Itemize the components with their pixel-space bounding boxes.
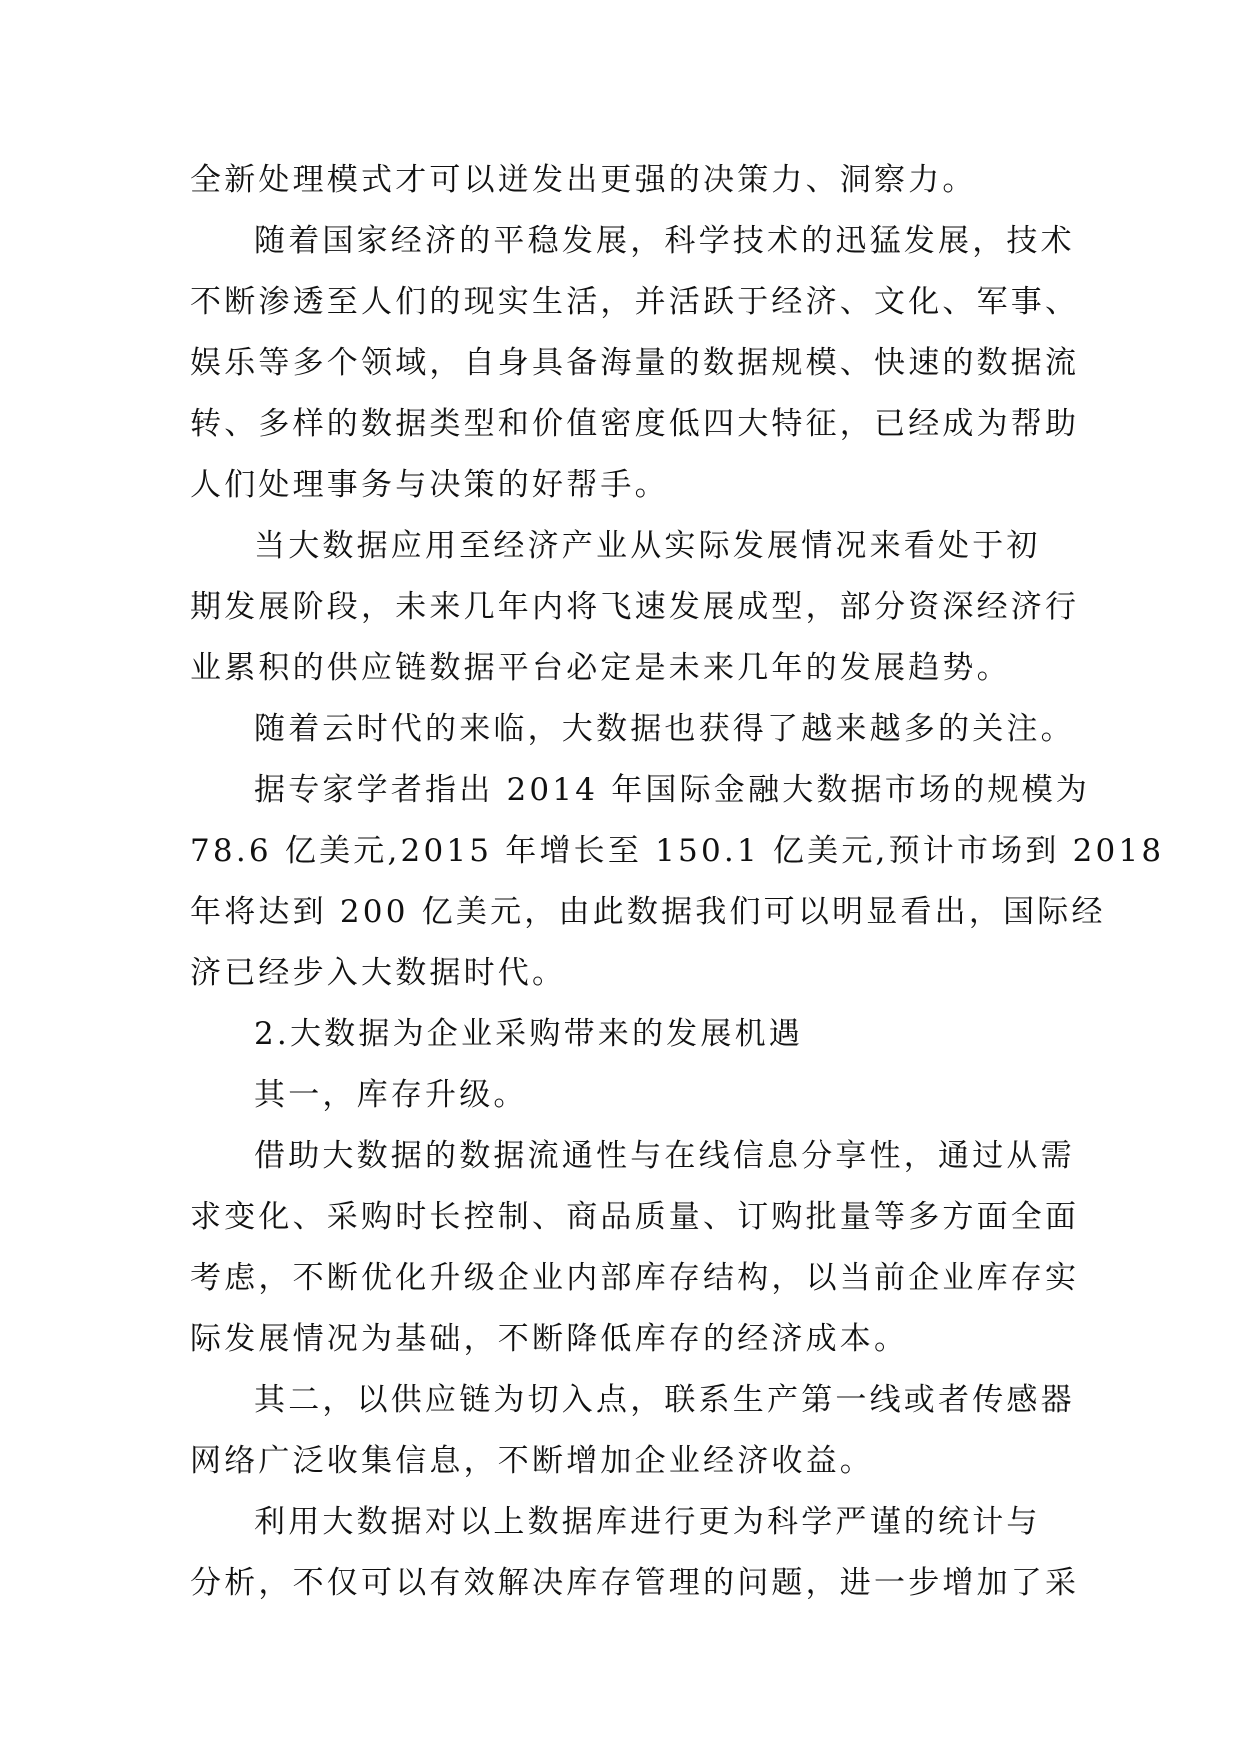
document-page [190,150,1165,1614]
text-line: 当大数据应用至经济产业从实际发展情况来看处于初 [254,528,1041,564]
text-line: 利用大数据对以上数据库进行更为科学严谨的统计与 [254,1504,1041,1540]
text-line: 据专家学者指出 2014 年国际金融大数据市场的规模为 [254,772,1090,808]
text-line: 人们处理事务与决策的好帮手。 [190,467,669,503]
text-line: 考虑，不断优化升级企业内部库存结构，以当前企业库存实 [190,1260,1080,1296]
text-line: 借助大数据的数据流通性与在线信息分享性，通过从需 [254,1138,1075,1174]
text-line: 其二，以供应链为切入点，联系生产第一线或者传感器 [254,1382,1075,1418]
text-line: 不断渗透至人们的现实生活，并活跃于经济、文化、军事、 [190,284,1080,320]
text-line: 济已经步入大数据时代。 [190,955,567,991]
text-line: 求变化、采购时长控制、商品质量、订购批量等多方面全面 [190,1199,1080,1235]
text-line: 其一，库存升级。 [254,1077,528,1113]
text-line: 78.6 亿美元,2015 年增长至 150.1 亿美元,预计市场到 2018 [190,833,1165,869]
text-line: 期发展阶段，未来几年内将飞速发展成型，部分资深经济行 [190,589,1080,625]
text-line: 娱乐等多个领域，自身具备海量的数据规模、快速的数据流 [190,345,1080,381]
text-line: 转、多样的数据类型和价值密度低四大特征，已经成为帮助 [190,406,1080,442]
text-line: 分析，不仅可以有效解决库存管理的问题，进一步增加了采 [190,1565,1080,1601]
text-line: 业累积的供应链数据平台必定是未来几年的发展趋势。 [190,650,1011,686]
text-line: 全新处理模式才可以迸发出更强的决策力、洞察力。 [190,162,977,198]
text-line: 网络广泛收集信息，不断增加企业经济收益。 [190,1443,874,1479]
text-line: 随着云时代的来临，大数据也获得了越来越多的关注。 [254,711,1075,747]
text-line: 年将达到 200 亿美元，由此数据我们可以明显看出，国际经 [190,894,1106,930]
text-line: 际发展情况为基础，不断降低库存的经济成本。 [190,1321,909,1357]
text-line: 随着国家经济的平稳发展，科学技术的迅猛发展，技术 [254,223,1075,259]
section-heading: 2.大数据为企业采购带来的发展机遇 [254,1016,803,1052]
